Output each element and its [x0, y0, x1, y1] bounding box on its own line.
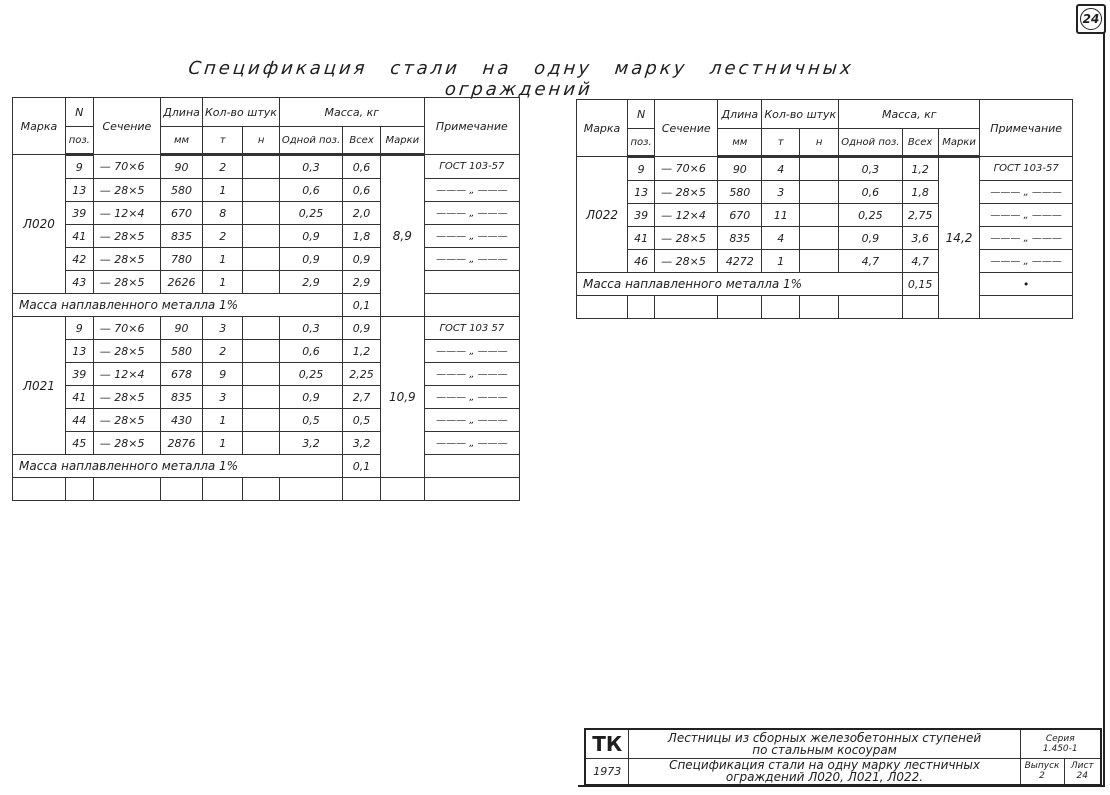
length-cell: 2626 — [161, 271, 203, 294]
mass-all-cell: 2,75 — [902, 204, 938, 227]
weld-row — [13, 294, 520, 317]
empty-cell — [380, 478, 424, 501]
length-cell: 835 — [161, 386, 203, 409]
mass-one-cell: 0,6 — [279, 340, 342, 363]
section-cell: — 28×5 — [655, 181, 718, 204]
qty-t-cell: 2 — [203, 340, 243, 363]
note-cell: ——— „ ——— — [424, 202, 519, 225]
empty-cell — [203, 478, 243, 501]
col-num: N — [65, 98, 93, 127]
pos-cell: 9 — [65, 317, 93, 340]
empty-cell — [718, 296, 762, 319]
qty-n-cell — [800, 204, 839, 227]
note-cell: ——— „ ——— — [424, 248, 519, 271]
note-cell: ——— „ ——— — [980, 181, 1073, 204]
empty-row — [577, 296, 1073, 319]
qty-t-cell: 2 — [203, 225, 243, 248]
qty-t-cell: 9 — [203, 363, 243, 386]
table-row — [577, 204, 1073, 227]
length-cell: 90 — [718, 157, 762, 181]
section-cell: — 28×5 — [93, 271, 160, 294]
col-mass-all: Всех — [343, 127, 381, 155]
mass-one-cell: 0,25 — [279, 363, 342, 386]
note-cell: ——— „ ——— — [424, 363, 519, 386]
pos-cell: 43 — [65, 271, 93, 294]
section-cell: — 28×5 — [93, 179, 160, 202]
length-cell: 580 — [161, 179, 203, 202]
mass-one-cell: 0,6 — [839, 181, 902, 204]
mass-one-cell: 0,9 — [279, 248, 342, 271]
col-mass-one: Одной поз. — [839, 129, 902, 157]
sheet-label: Лист — [1070, 761, 1094, 772]
note-cell: ——— „ ——— — [424, 432, 519, 455]
series-cell — [1020, 729, 1101, 758]
mass-all-cell: 4,7 — [902, 250, 938, 273]
pos-cell: 13 — [628, 181, 655, 204]
qty-n-cell — [800, 250, 839, 273]
pos-cell: 9 — [628, 157, 655, 181]
col-mass-marks: Марки — [938, 129, 980, 157]
qty-t-cell: 1 — [203, 409, 243, 432]
mass-all-cell: 3,6 — [902, 227, 938, 250]
length-cell: 835 — [718, 227, 762, 250]
col-note: Примечание — [980, 100, 1073, 157]
issue-value: 2 — [1039, 771, 1045, 782]
empty-cell — [980, 296, 1073, 319]
mass-one-cell: 0,9 — [279, 386, 342, 409]
col-length: Длина — [161, 98, 203, 127]
col-qty-n: н — [243, 127, 280, 155]
mass-all-cell: 2,25 — [343, 363, 381, 386]
section-cell: — 12×4 — [655, 204, 718, 227]
qty-n-cell — [243, 202, 280, 225]
section-cell: — 12×4 — [93, 202, 160, 225]
weld-note-cell — [424, 455, 519, 478]
empty-cell — [279, 478, 342, 501]
empty-cell — [762, 296, 800, 319]
mass-all-cell: 1,8 — [902, 181, 938, 204]
section-cell: — 12×4 — [93, 363, 160, 386]
qty-n-cell — [243, 155, 280, 179]
qty-n-cell — [243, 340, 280, 363]
issue-label: Выпуск — [1024, 761, 1060, 772]
series-value: 1.450-1 — [1042, 743, 1078, 754]
weld-label-cell: Масса наплавленного металла 1% — [13, 455, 343, 478]
qty-n-cell — [243, 386, 280, 409]
qty-t-cell: 1 — [203, 248, 243, 271]
pos-cell: 46 — [628, 250, 655, 273]
col-mass-all: Всех — [902, 129, 938, 157]
length-cell: 670 — [161, 202, 203, 225]
qty-t-cell: 3 — [203, 317, 243, 340]
qty-n-cell — [243, 248, 280, 271]
empty-cell — [93, 478, 160, 501]
length-cell: 678 — [161, 363, 203, 386]
org-code: ТК — [585, 729, 629, 758]
weld-value-cell: 0,1 — [343, 294, 381, 317]
qty-t-cell: 4 — [762, 157, 800, 181]
qty-t-cell: 1 — [203, 271, 243, 294]
empty-cell — [655, 296, 718, 319]
qty-n-cell — [243, 225, 280, 248]
note-cell — [424, 271, 519, 294]
mass-one-cell: 0,3 — [839, 157, 902, 181]
table-row — [13, 155, 520, 179]
length-cell: 430 — [161, 409, 203, 432]
year: 1973 — [585, 758, 629, 785]
table-row — [13, 363, 520, 386]
table-row — [13, 179, 520, 202]
table-row — [577, 250, 1073, 273]
qty-n-cell — [243, 317, 280, 340]
qty-t-cell: 4 — [762, 227, 800, 250]
length-cell: 835 — [161, 225, 203, 248]
pos-cell: 39 — [65, 202, 93, 225]
issue-cell — [1020, 758, 1064, 785]
qty-n-cell — [243, 363, 280, 386]
spec-table-1 — [12, 97, 520, 501]
table-row — [13, 225, 520, 248]
weld-row — [577, 273, 1073, 296]
sheet-title — [629, 758, 1020, 785]
mass-marks-cell: 10,9 — [380, 317, 424, 478]
note-cell: ——— „ ——— — [980, 204, 1073, 227]
section-cell: — 28×5 — [93, 225, 160, 248]
qty-n-cell — [800, 227, 839, 250]
col-marka: Марка — [13, 98, 66, 155]
qty-t-cell: 2 — [203, 155, 243, 179]
mass-all-cell: 2,9 — [343, 271, 381, 294]
mass-one-cell: 0,3 — [279, 317, 342, 340]
table-row — [13, 271, 520, 294]
mass-one-cell: 3,2 — [279, 432, 342, 455]
col-length: Длина — [718, 100, 762, 129]
pos-cell: 39 — [628, 204, 655, 227]
empty-cell — [839, 296, 902, 319]
length-cell: 90 — [161, 155, 203, 179]
length-cell: 4272 — [718, 250, 762, 273]
qty-n-cell — [800, 181, 839, 204]
mass-one-cell: 0,3 — [279, 155, 342, 179]
series-label: Серия — [1045, 733, 1075, 744]
mass-one-cell: 0,9 — [839, 227, 902, 250]
col-num-sub: поз. — [65, 127, 93, 155]
empty-cell — [800, 296, 839, 319]
note-cell: ——— „ ——— — [424, 340, 519, 363]
section-cell: — 28×5 — [93, 432, 160, 455]
col-mass-marks: Марки — [380, 127, 424, 155]
col-mass: Масса, кг — [279, 98, 424, 127]
header-row — [577, 100, 1073, 129]
note-cell: ГОСТ 103-57 — [424, 155, 519, 179]
section-cell: — 28×5 — [93, 340, 160, 363]
table-row — [13, 409, 520, 432]
mass-all-cell: 0,6 — [343, 155, 381, 179]
length-cell: 780 — [161, 248, 203, 271]
section-cell: — 70×6 — [655, 157, 718, 181]
col-num: N — [628, 100, 655, 129]
qty-n-cell — [243, 409, 280, 432]
mass-one-cell: 0,5 — [279, 409, 342, 432]
col-length-unit: мм — [161, 127, 203, 155]
table-row — [13, 248, 520, 271]
section-cell: — 28×5 — [93, 409, 160, 432]
project-title-line2: по стальным косоурам — [752, 742, 897, 757]
section-cell: — 28×5 — [93, 248, 160, 271]
pos-cell: 44 — [65, 409, 93, 432]
spec-table-2 — [576, 99, 1073, 319]
pos-cell: 13 — [65, 340, 93, 363]
empty-cell — [13, 478, 66, 501]
note-cell: ——— „ ——— — [424, 386, 519, 409]
section-cell: — 28×5 — [93, 386, 160, 409]
qty-t-cell: 1 — [762, 250, 800, 273]
table-row — [13, 386, 520, 409]
mass-all-cell: 1,8 — [343, 225, 381, 248]
length-cell: 90 — [161, 317, 203, 340]
mass-all-cell: 0,6 — [343, 179, 381, 202]
col-num-sub: поз. — [628, 129, 655, 157]
mass-marks-cell: 8,9 — [380, 155, 424, 317]
weld-label-cell: Масса наплавленного металла 1% — [577, 273, 903, 296]
col-mass-one: Одной поз. — [279, 127, 342, 155]
mass-all-cell: 2,0 — [343, 202, 381, 225]
weld-row — [13, 455, 520, 478]
weld-label-cell: Масса наплавленного металла 1% — [13, 294, 343, 317]
mark-cell: Л020 — [13, 155, 66, 294]
sheet-title-line1: Спецификация стали на одну марку лестничных — [669, 758, 980, 773]
pos-cell: 13 — [65, 179, 93, 202]
table-row — [577, 227, 1073, 250]
mass-all-cell: 1,2 — [343, 340, 381, 363]
sheet-number-badge — [1076, 4, 1106, 34]
mass-one-cell: 0,25 — [279, 202, 342, 225]
pos-cell: 41 — [65, 225, 93, 248]
qty-n-cell — [243, 271, 280, 294]
col-mass: Масса, кг — [839, 100, 980, 129]
empty-cell — [343, 478, 381, 501]
mass-one-cell: 0,25 — [839, 204, 902, 227]
section-cell: — 28×5 — [655, 227, 718, 250]
qty-t-cell: 3 — [203, 386, 243, 409]
empty-cell — [161, 478, 203, 501]
qty-t-cell: 1 — [203, 179, 243, 202]
mass-one-cell: 0,6 — [279, 179, 342, 202]
col-qty: Кол-во штук — [203, 98, 280, 127]
qty-t-cell: 3 — [762, 181, 800, 204]
qty-t-cell: 1 — [203, 432, 243, 455]
weld-note-cell: • — [980, 273, 1073, 296]
note-cell: ——— „ ——— — [424, 409, 519, 432]
header-row — [13, 98, 520, 127]
col-section: Сечение — [655, 100, 718, 157]
col-qty: Кол-во штук — [762, 100, 839, 129]
length-cell: 580 — [718, 181, 762, 204]
qty-n-cell — [243, 179, 280, 202]
mark-cell: Л022 — [577, 157, 628, 273]
title-block — [584, 728, 1102, 786]
mass-all-cell: 3,2 — [343, 432, 381, 455]
note-cell: ГОСТ 103-57 — [980, 157, 1073, 181]
empty-cell — [65, 478, 93, 501]
qty-t-cell: 8 — [203, 202, 243, 225]
pos-cell: 41 — [65, 386, 93, 409]
mass-all-cell: 2,7 — [343, 386, 381, 409]
table-row — [13, 432, 520, 455]
pos-cell: 42 — [65, 248, 93, 271]
length-cell: 2876 — [161, 432, 203, 455]
length-cell: 670 — [718, 204, 762, 227]
mass-all-cell: 1,2 — [902, 157, 938, 181]
section-cell: — 70×6 — [93, 155, 160, 179]
note-cell: ——— „ ——— — [980, 250, 1073, 273]
mass-all-cell: 0,9 — [343, 248, 381, 271]
sheet-cell — [1064, 758, 1101, 785]
mass-one-cell: 4,7 — [839, 250, 902, 273]
col-qty-t: т — [762, 129, 800, 157]
note-cell: ——— „ ——— — [424, 179, 519, 202]
empty-cell — [628, 296, 655, 319]
page-title: Спецификация стали на одну марку лестничных ограждений — [187, 58, 855, 100]
col-note: Примечание — [424, 98, 519, 155]
empty-cell — [424, 478, 519, 501]
table-row — [577, 157, 1073, 181]
col-qty-t: т — [203, 127, 243, 155]
mass-all-cell: 0,5 — [343, 409, 381, 432]
sheet-number: 24 — [1080, 8, 1102, 30]
col-section: Сечение — [93, 98, 160, 155]
table-row — [577, 181, 1073, 204]
project-title-line1: Лестницы из сборных железобетонных ступеней — [667, 730, 982, 745]
mass-all-cell: 0,9 — [343, 317, 381, 340]
length-cell: 580 — [161, 340, 203, 363]
sheet-title-line2: ограждений Л020, Л021, Л022. — [725, 770, 924, 785]
mass-marks-cell: 14,2 — [938, 157, 980, 319]
mass-one-cell: 2,9 — [279, 271, 342, 294]
empty-cell — [902, 296, 938, 319]
note-cell: ГОСТ 103 57 — [424, 317, 519, 340]
note-cell: ——— „ ——— — [980, 227, 1073, 250]
qty-t-cell: 11 — [762, 204, 800, 227]
empty-cell — [243, 478, 280, 501]
note-cell: ——— „ ——— — [424, 225, 519, 248]
col-length-unit: мм — [718, 129, 762, 157]
mark-cell: Л021 — [13, 317, 66, 455]
pos-cell: 41 — [628, 227, 655, 250]
project-title — [629, 729, 1020, 758]
table-row — [13, 340, 520, 363]
qty-n-cell — [800, 157, 839, 181]
table-row — [13, 317, 520, 340]
qty-n-cell — [243, 432, 280, 455]
pos-cell: 9 — [65, 155, 93, 179]
section-cell: — 28×5 — [655, 250, 718, 273]
frame-border-right — [1103, 32, 1105, 787]
pos-cell: 45 — [65, 432, 93, 455]
weld-value-cell: 0,15 — [902, 273, 938, 296]
col-marka: Марка — [577, 100, 628, 157]
col-qty-n: н — [800, 129, 839, 157]
weld-value-cell: 0,1 — [343, 455, 381, 478]
sheet-value: 24 — [1076, 771, 1088, 782]
table-row — [13, 202, 520, 225]
section-cell: — 70×6 — [93, 317, 160, 340]
weld-note-cell — [424, 294, 519, 317]
mass-one-cell: 0,9 — [279, 225, 342, 248]
empty-cell — [577, 296, 628, 319]
empty-row — [13, 478, 520, 501]
pos-cell: 39 — [65, 363, 93, 386]
